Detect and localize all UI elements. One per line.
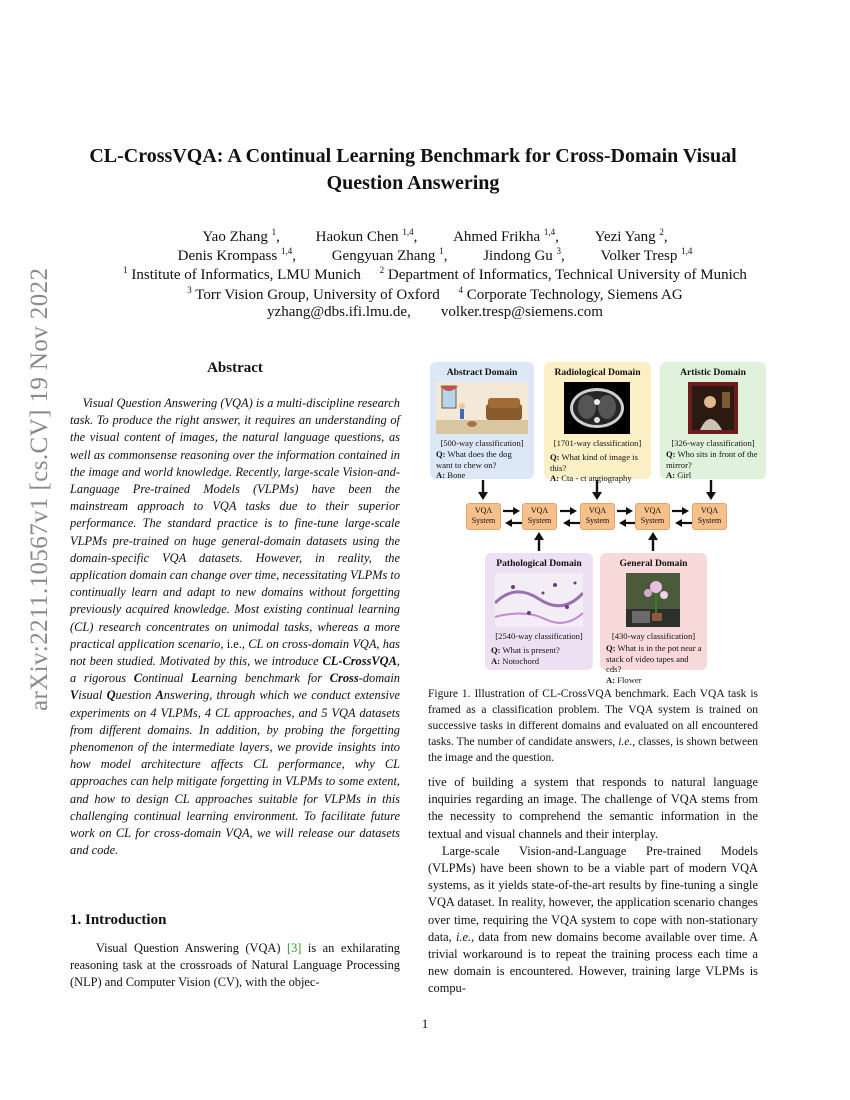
arxiv-watermark: arXiv:2211.10567v1 [cs.CV] 19 Nov 2022: [26, 267, 53, 711]
author: Yao Zhang $^1$,: [202, 227, 280, 245]
vqa-system-node: VQA System: [466, 503, 501, 530]
qa-pair: Q: What is present? A: Notochord: [491, 645, 560, 666]
pathological-domain-box: [485, 553, 593, 670]
authors-line-2: [60, 246, 810, 265]
flower-photo-image: [626, 573, 680, 627]
qa-pair: Q: What does the dog want to chew on? A: Bone: [436, 449, 512, 480]
email[interactable]: volker.tresp@siemens.com: [440, 304, 603, 320]
authors-line-1: [60, 227, 810, 246]
class-count: [500-way classification]: [440, 438, 524, 448]
author: Denis Krompass $^{1,4}$,: [177, 246, 296, 264]
transition-arrows: [428, 503, 768, 533]
intro-text: Visual Question Answering (VQA) [3] is an exhilarating reasoning task at the crossroads of Natural Language Processing (NLP) and Computer Vision (CV), with the objec-: [70, 941, 400, 990]
domain-title: Pathological Domain: [496, 558, 582, 569]
vqa-system-node: VQA System: [522, 503, 557, 530]
intro-continuation: [428, 774, 758, 998]
ct-scan-image: [564, 382, 630, 434]
painting-image: [688, 382, 738, 434]
qa-pair: Q: Who sits in front of the mirror? A: Girl: [666, 449, 758, 480]
class-count: [430-way classification]: [611, 631, 696, 641]
section-heading-introduction: 1. Introduction: [70, 912, 167, 928]
abstract-scene-image: [436, 382, 528, 434]
author: Yezi Yang $^2$,: [594, 227, 668, 245]
general-domain-box: [600, 553, 707, 685]
domain-title: Radiological Domain: [554, 367, 641, 378]
artistic-domain-box: [660, 362, 766, 479]
abstract-text: Visual Question Answering (VQA) is a multi-discipline research task. To produce the right answer, it requires an understanding of the visual content of images, the natural language questions, as well as commonsense reasoning over the information contained in the image and world knowledge. Recently, large-scale Vision-and-Language Pre-trained Models (VLPMs) have been the mainstream approach to VQA tasks due to their superior performance. The standard practice is to fine-tune large-scale VLPMs pre-trained on huge general-domain datasets using the domain-specific VQA datasets. However, in reality, the application domain can change over time, necessitating VLPMs to continually learn and adapt to new domains without forgetting previously acquired knowledge. Most existing continual learning (CL) research concentrates on unimodal tasks, whereas a more practical application scenario, i.e., CL on cross-domain VQA, has not been studied. Motivated by this, we introduce CL-CrossVQA, a rigorous Continual Learning benchmark for Cross-domain Visual Question Answering, through which we conduct extensive experiments on 4 VLPMs, 4 CL approaches, and 5 VQA datasets from different domains. In addition, by probing the forgetting phenomenon of the intermediate layers, we provide insights into how model architecture affects CL performance, why CL approaches can help mitigate forgetting in VLPMs to some extent, and how to design CL approaches suitable for VLPMs in this challenging continual learning environment. To facilitate future work on CL for cross-domain VQA, we will release our datasets and code.: [70, 396, 401, 858]
author: Ahmed Frikha $^{1,4}$,: [453, 227, 559, 245]
paragraph: tive of building a system that responds to natural language inquiries regarding an image. The challenge of VQA stems from the necessity to comprehend the semantic information in the textual and visual channels and their interplay.: [428, 775, 758, 841]
citation-link[interactable]: [3]: [286, 941, 302, 955]
vqa-system-node: VQA System: [580, 503, 615, 530]
author: Jindong Gu $^3$,: [483, 246, 565, 264]
page-number: 1: [421, 1016, 429, 1031]
domain-title: General Domain: [619, 558, 688, 569]
abstract-domain-box: [430, 362, 534, 479]
vqa-system-node: VQA System: [635, 503, 670, 530]
paragraph: Large-scale Vision-and-Language Pre-trained Models (VLPMs) have been shown to be a viable part of modern VQA systems, as it yields state-of-the-art results by fine-tuning a single VQA dataset. In reality, however, the application scenario changes over time, requiring the VQA system to cope with non-stationary data, i.e., data from new domains become available over time. A trivial workaround is to repeat the training process each time a new domain is encountered. However, training large VLPMs is compu-: [428, 843, 758, 996]
class-count: [326-way classification]: [671, 438, 755, 448]
class-count: [1701-way classification]: [553, 438, 642, 448]
figure-1: [428, 360, 768, 685]
domain-title: Abstract Domain: [446, 367, 518, 378]
down-arrows: [428, 480, 768, 502]
paper-title: CL-CrossVQA: A Continual Learning Benchmark for Cross-Domain Visual Question Answering: [89, 145, 737, 194]
author: Haokun Chen $^{1,4}$,: [315, 227, 418, 245]
up-arrows: [428, 532, 768, 552]
affiliations-line-2: $^3$ Torr Vision Group, University of Oxford $^4$ Corporate Technology, Siemens AG: [187, 285, 683, 303]
vqa-system-node: VQA System: [692, 503, 727, 530]
class-count: [2540-way classification]: [495, 631, 583, 641]
figure-caption: Figure 1. Illustration of CL-CrossVQA benchmark. Each VQA task is framed as a classification problem. The VQA system is trained on successive tasks in different domains and evaluated on all encountered tasks. The number of candidate answers, i.e., classes, is shown between the image and the question.: [428, 688, 758, 764]
affiliations-line-1: $^1$ Institute of Informatics, LMU Munich $^2$ Department of Informatics, Technical University of Munich: [123, 265, 747, 283]
qa-pair: Q: What kind of image is this? A: Cta - ct angiography: [550, 452, 638, 483]
author: Gengyuan Zhang $^1$,: [331, 246, 448, 264]
author: Volker Tresp $^{1,4}$: [600, 246, 693, 264]
histology-image: [495, 573, 583, 627]
qa-pair: Q: What is in the pot near a stack of video tapes and cds? A: Flower: [606, 643, 702, 685]
domain-title: Artistic Domain: [680, 367, 746, 378]
radiological-domain-box: [544, 362, 651, 483]
abstract-heading: Abstract: [207, 360, 263, 376]
emails: [60, 304, 810, 321]
email[interactable]: yzhang@dbs.ifi.lmu.de,: [267, 304, 411, 320]
